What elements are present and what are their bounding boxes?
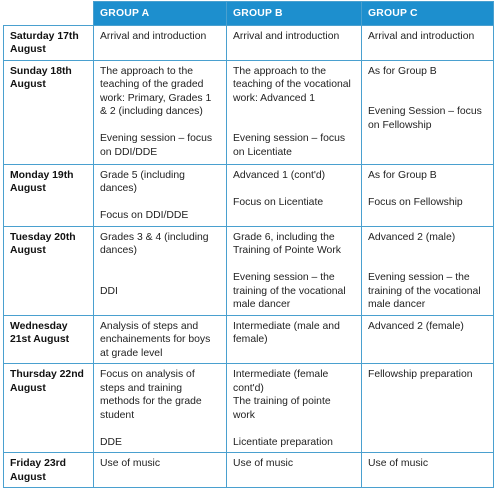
cell-group-a: Analysis of steps and enchainements for boys at grade level (94, 315, 227, 364)
schedule-body (4, 25, 494, 488)
schedule-header (4, 2, 494, 26)
cell-group-b: Advanced 1 (cont'd) Focus on Licentiate (227, 164, 362, 226)
cell-group-c: As for Group B Focus on Fellowship (362, 164, 494, 226)
day-label: Wednesday 21st August (4, 315, 94, 364)
cell-group-c: Fellowship preparation (362, 364, 494, 453)
day-label: Tuesday 20th August (4, 226, 94, 315)
table-row (4, 453, 494, 488)
schedule-table (3, 1, 494, 488)
cell-group-c: Arrival and introduction (362, 25, 494, 60)
cell-group-a: Grades 3 & 4 (including dances) DDI (94, 226, 227, 315)
cell-group-a: Arrival and introduction (94, 25, 227, 60)
cell-group-c: Advanced 2 (female) (362, 315, 494, 364)
day-label: Thursday 22nd August (4, 364, 94, 453)
cell-group-a: The approach to the teaching of the graded work: Primary, Grades 1 & 2 (including dances) Evening session – focus on DDI/DDE (94, 60, 227, 164)
day-label: Monday 19th August (4, 164, 94, 226)
header-corner (4, 2, 94, 26)
cell-group-a: Use of music (94, 453, 227, 488)
header-row (4, 2, 494, 26)
day-label: Friday 23rd August (4, 453, 94, 488)
table-row (4, 25, 494, 60)
table-row (4, 226, 494, 315)
cell-group-b: Use of music (227, 453, 362, 488)
cell-group-c: Use of music (362, 453, 494, 488)
cell-group-b: Arrival and introduction (227, 25, 362, 60)
cell-group-b: Intermediate (male and female) (227, 315, 362, 364)
day-label: Saturday 17th August (4, 25, 94, 60)
header-group-b: GROUP B (227, 2, 362, 26)
cell-group-b: Intermediate (female cont'd) The training of pointe work Licentiate preparation (227, 364, 362, 453)
cell-group-b: The approach to the teaching of the vocational work: Advanced 1 Evening session – focus on Licentiate (227, 60, 362, 164)
cell-group-a: Focus on analysis of steps and training methods for the grade student DDE (94, 364, 227, 453)
cell-group-b: Grade 6, including the Training of Pointe Work Evening session – the training of the vocational male dancer (227, 226, 362, 315)
header-group-c: GROUP C (362, 2, 494, 26)
day-label: Sunday 18th August (4, 60, 94, 164)
table-row (4, 364, 494, 453)
table-row (4, 164, 494, 226)
header-group-a: GROUP A (94, 2, 227, 26)
table-row (4, 315, 494, 364)
cell-group-c: As for Group B Evening Session – focus on Fellowship (362, 60, 494, 164)
table-row (4, 60, 494, 164)
cell-group-c: Advanced 2 (male) Evening session – the training of the vocational male dancer (362, 226, 494, 315)
cell-group-a: Grade 5 (including dances) Focus on DDI/DDE (94, 164, 227, 226)
